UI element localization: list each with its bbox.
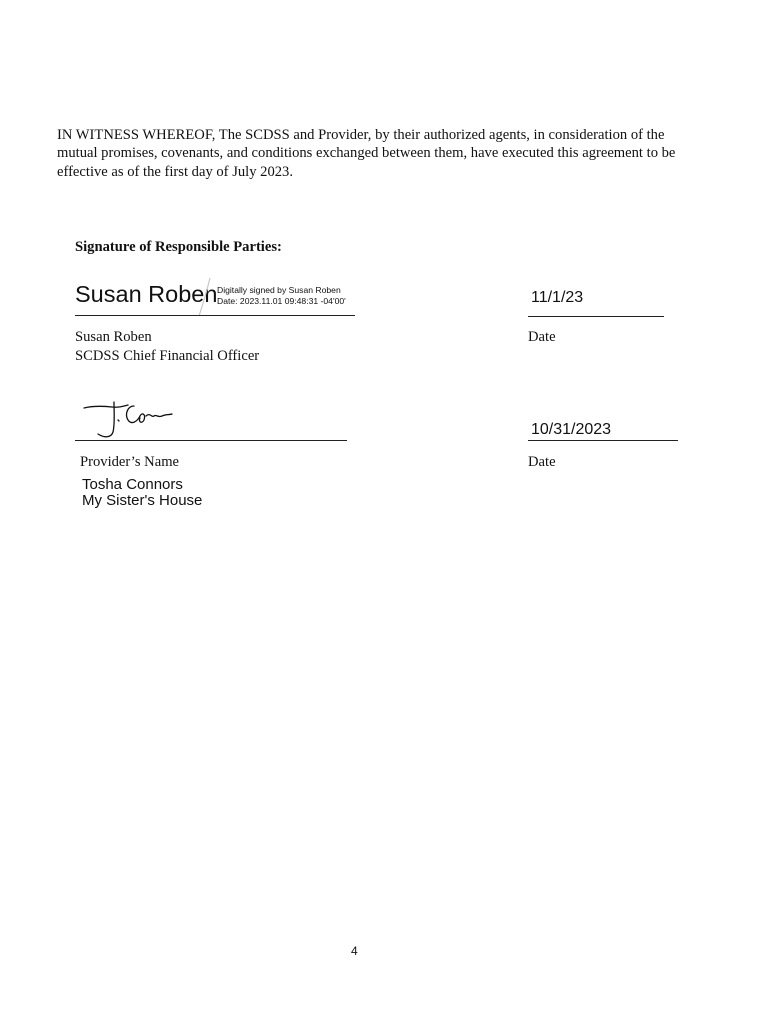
digital-signature-mark-icon xyxy=(197,276,213,318)
witness-paragraph: IN WITNESS WHEREOF, The SCDSS and Provider, by their authorized agents, in consideration of the mutual promises, covenants, and conditions exchanged between them, have executed this agreement to be effective as of the first day of July 2023. xyxy=(57,127,676,180)
scdss-signature-line xyxy=(75,315,355,316)
scdss-printed-name: Susan Roben xyxy=(75,329,152,345)
digital-signature-name: Susan Roben xyxy=(75,281,218,307)
signature-heading: Signature of Responsible Parties: xyxy=(75,239,282,255)
scdss-date-value: 11/1/23 xyxy=(531,289,584,306)
provider-name-label: Provider’s Name xyxy=(80,454,180,470)
scdss-date-line xyxy=(528,316,664,317)
provider-date-label: Date xyxy=(528,454,556,470)
provider-date-line xyxy=(528,440,678,441)
provider-signer-block xyxy=(82,477,202,509)
scdss-date-label: Date xyxy=(528,329,556,345)
digital-signature-line2: Date: 2023.11.01 09:48:31 -04'00' xyxy=(217,296,346,306)
handwritten-signature-icon xyxy=(78,396,178,442)
provider-signature-line xyxy=(75,440,347,441)
provider-organization: My Sister's House xyxy=(82,492,203,509)
digital-signature-note xyxy=(217,285,346,307)
page-number: 4 xyxy=(351,944,358,958)
provider-date-value: 10/31/2023 xyxy=(531,421,612,438)
scdss-title: SCDSS Chief Financial Officer xyxy=(75,348,260,364)
digital-signature-line1: Digitally signed by Susan Roben xyxy=(217,285,341,295)
provider-signer-name: Tosha Connors xyxy=(82,476,183,493)
